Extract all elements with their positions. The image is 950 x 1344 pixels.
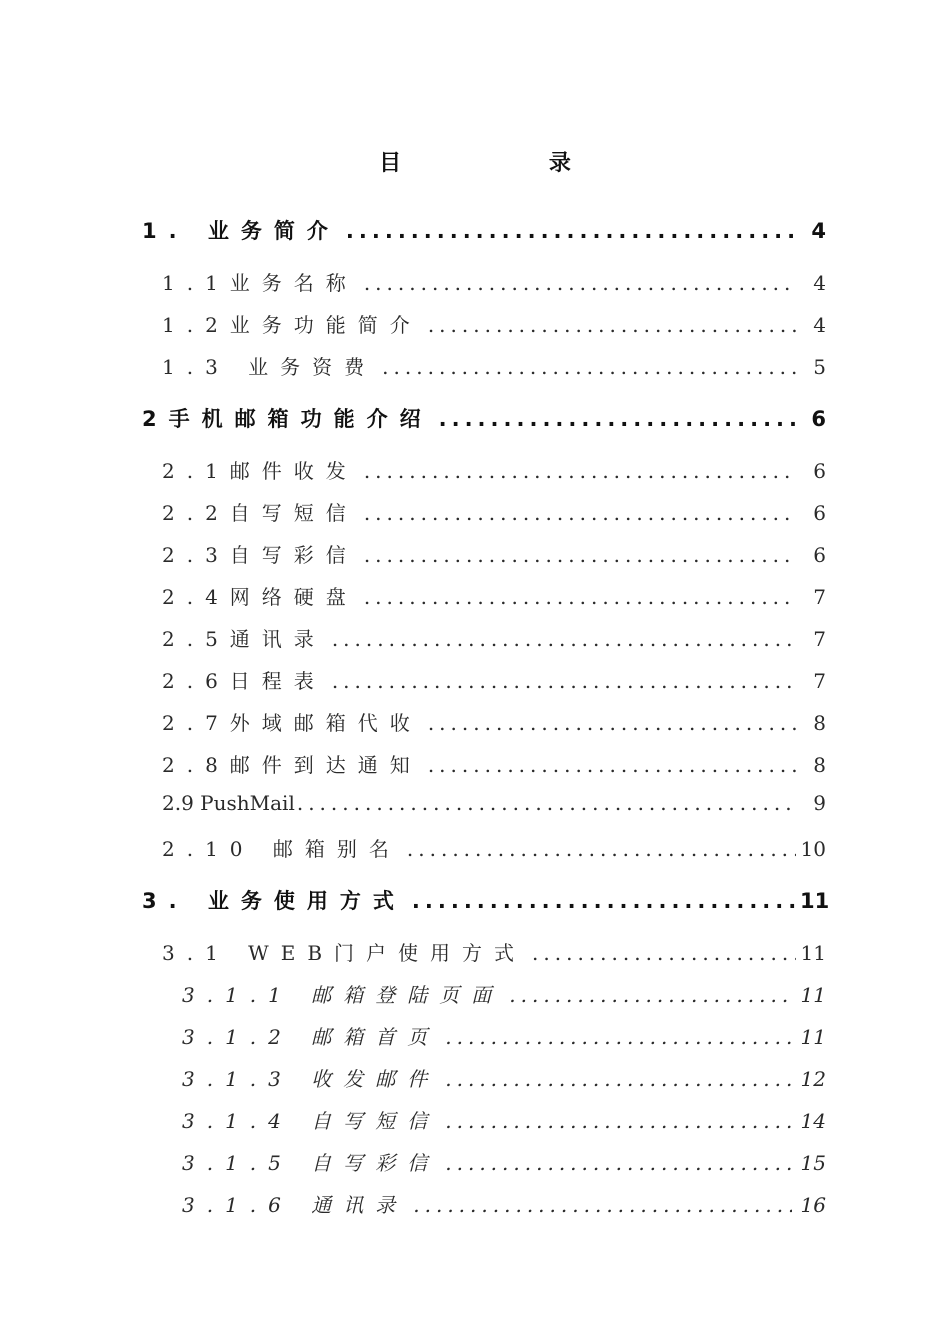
toc-entry[interactable] <box>182 1105 826 1134</box>
toc-entry[interactable] <box>162 791 826 815</box>
toc-entry-label: 2.5通讯录 <box>162 627 326 651</box>
toc-entry-label: 3.1.1 邮箱登陆页面 <box>182 983 504 1007</box>
toc-entry-page: 7 <box>813 585 826 609</box>
toc-entry-page: 16 <box>800 1193 826 1217</box>
toc-entry-page: 8 <box>813 753 826 777</box>
toc-leader-dots <box>297 791 796 815</box>
toc-entry[interactable] <box>162 267 826 296</box>
toc-entry-page: 7 <box>813 627 826 651</box>
toc-entry-page: 5 <box>813 355 826 379</box>
toc-entry-label: 1.3 业务资费 <box>162 355 377 379</box>
toc-leader-dots <box>445 1151 792 1175</box>
toc-leader-dots <box>346 219 796 243</box>
toc-leader-dots <box>412 889 796 913</box>
toc-entry-page: 4 <box>813 313 826 337</box>
toc-entry-page: 6 <box>813 501 826 525</box>
toc-entry[interactable] <box>162 581 826 610</box>
toc-leader-dots <box>509 983 792 1007</box>
toc-entry-page: 11 <box>800 1025 826 1049</box>
toc-entry[interactable] <box>162 497 826 526</box>
toc-entry-page: 14 <box>800 1109 826 1133</box>
toc-entry-label: 2手机邮箱功能介绍 <box>142 407 433 431</box>
toc-entry[interactable] <box>162 539 826 568</box>
toc-entry[interactable] <box>142 215 826 245</box>
toc-entry[interactable] <box>182 1189 826 1218</box>
toc-entry[interactable] <box>142 885 830 915</box>
toc-leader-dots <box>532 941 796 965</box>
toc-entry-label: 2.6日程表 <box>162 669 326 693</box>
toc-entry-page: 4 <box>813 271 826 295</box>
toc-entry-page: 15 <box>800 1151 826 1175</box>
toc-entry-page: 11 <box>800 983 826 1007</box>
toc-entry[interactable] <box>182 1147 826 1176</box>
toc-entry[interactable] <box>162 833 826 862</box>
toc-leader-dots <box>364 271 796 295</box>
toc-entry[interactable] <box>182 1063 826 1092</box>
toc-leader-dots <box>428 711 796 735</box>
toc-entry[interactable] <box>162 749 826 778</box>
toc-entry[interactable] <box>162 351 826 380</box>
toc-entry-page: 6 <box>813 459 826 483</box>
toc-entry-label: 1.2业务功能简介 <box>162 313 422 337</box>
toc-leader-dots <box>428 313 796 337</box>
toc-entry[interactable] <box>162 623 826 652</box>
toc-leader-dots <box>332 627 796 651</box>
toc-entry-label: 2.4网络硬盘 <box>162 585 358 609</box>
toc-entry-label: 2.3自写彩信 <box>162 543 358 567</box>
toc-entry-page: 11 <box>800 941 826 965</box>
toc-entry-page: 9 <box>813 791 826 815</box>
toc-leader-dots <box>332 669 796 693</box>
toc-leader-dots <box>445 1067 792 1091</box>
toc-entry-page: 6 <box>813 543 826 567</box>
toc-entry[interactable] <box>182 979 826 1008</box>
toc-entry-label: 1. 业务简介 <box>142 219 340 243</box>
toc-entry-label: 3.1 WEB门户使用方式 <box>162 941 527 965</box>
toc-leader-dots <box>364 543 796 567</box>
toc-entry-page: 11 <box>800 889 830 913</box>
toc-entry-label: 3.1.2 邮箱首页 <box>182 1025 440 1049</box>
toc-leader-dots <box>364 585 796 609</box>
toc-entry-page: 10 <box>800 837 826 861</box>
toc-entry[interactable] <box>162 665 826 694</box>
toc-entry-page: 8 <box>813 711 826 735</box>
toc-leader-dots <box>407 837 796 861</box>
toc-entry-label: 3.1.5 自写彩信 <box>182 1151 440 1175</box>
toc-entry-label: 2.8邮件到达通知 <box>162 753 422 777</box>
toc-entry[interactable] <box>162 455 826 484</box>
toc-leader-dots <box>382 355 796 379</box>
toc-entry[interactable] <box>162 309 826 338</box>
toc-leader-dots <box>428 753 796 777</box>
toc-leader-dots <box>364 501 796 525</box>
toc-entry[interactable] <box>162 707 826 736</box>
toc-entry-label: 3.1.4 自写短信 <box>182 1109 440 1133</box>
toc-entry[interactable] <box>142 403 826 433</box>
toc-leader-dots <box>445 1025 792 1049</box>
toc-entry-label: 2.1邮件收发 <box>162 459 358 483</box>
toc-entry[interactable] <box>182 1021 826 1050</box>
toc-leader-dots <box>445 1109 792 1133</box>
toc-entry-label: 2.10 邮箱别名 <box>162 837 401 861</box>
toc-entry-label: 1.1业务名称 <box>162 271 358 295</box>
toc-leader-dots <box>364 459 796 483</box>
toc-entry-page: 7 <box>813 669 826 693</box>
toc-entry-label: 3. 业务使用方式 <box>142 889 406 913</box>
toc-leader-dots <box>413 1193 792 1217</box>
toc-title: 目 录 <box>379 151 641 176</box>
toc-entry-label: 2.7外域邮箱代收 <box>162 711 422 735</box>
toc-entry-page: 12 <box>800 1067 826 1091</box>
toc-entry-label: 3.1.3 收发邮件 <box>182 1067 440 1091</box>
toc-leader-dots <box>439 407 796 431</box>
toc-entry-page: 6 <box>811 407 826 431</box>
toc-entry-page: 4 <box>811 219 826 243</box>
toc-entry[interactable] <box>162 937 826 966</box>
toc-entry-label: 2.2自写短信 <box>162 501 358 525</box>
toc-entry-label: 2.9 PushMail <box>162 791 295 815</box>
toc-entry-label: 3.1.6 通讯录 <box>182 1193 408 1217</box>
